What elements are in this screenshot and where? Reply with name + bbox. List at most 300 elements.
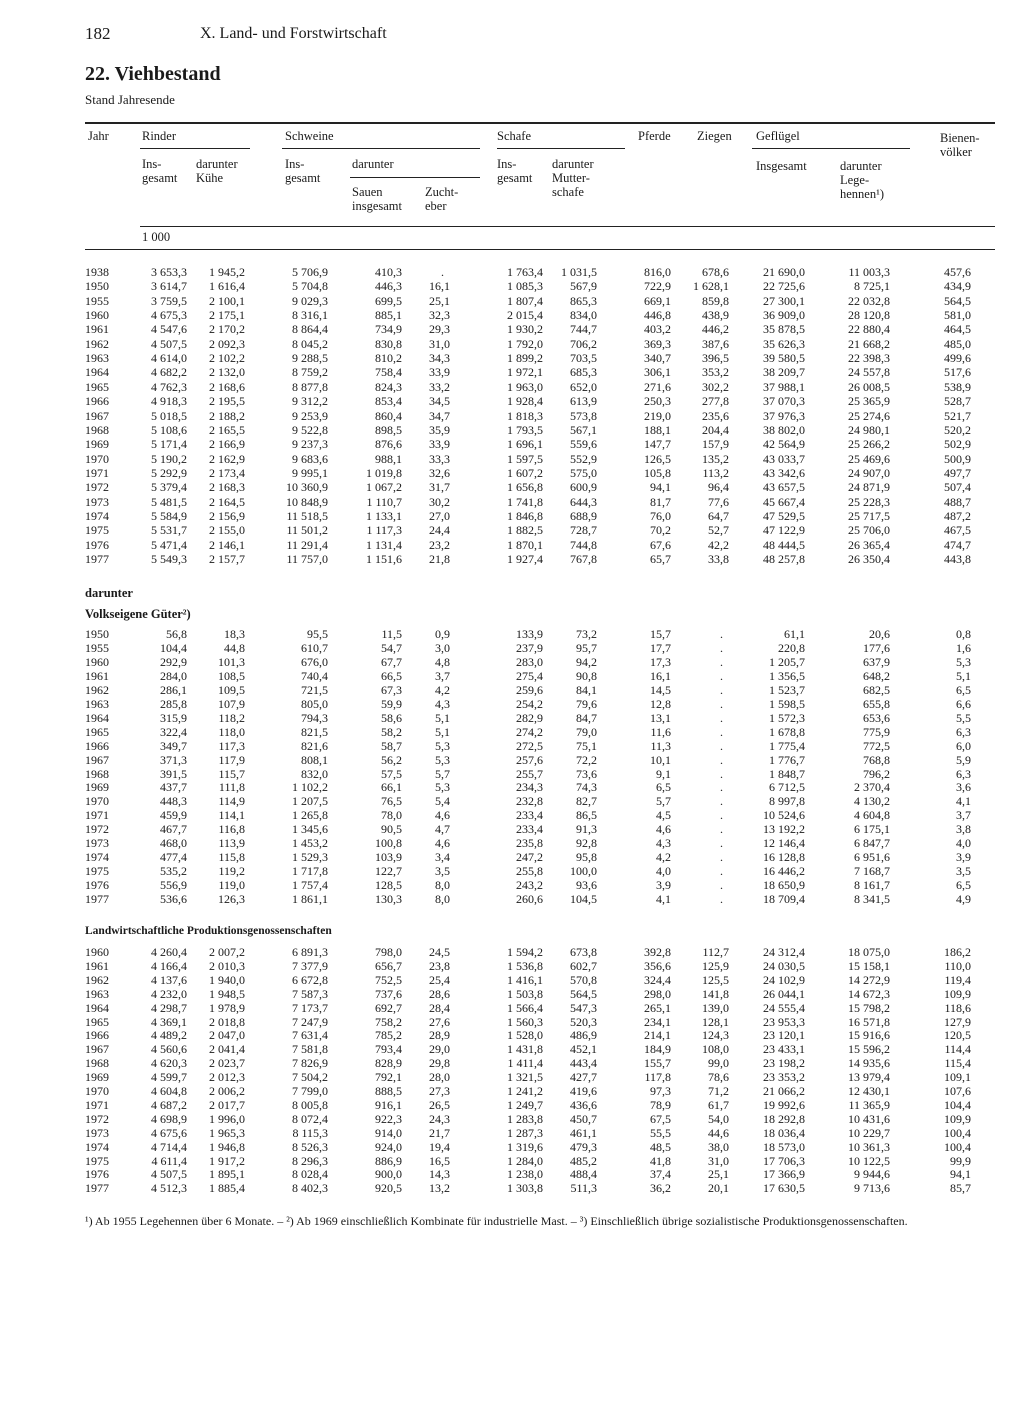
cell-schafe-insgesamt: 1 972,1 xyxy=(507,365,543,380)
cell-ziegen: 235,6 xyxy=(702,408,729,423)
cell-bienenvoelker: 5,3 xyxy=(956,654,971,669)
table-row xyxy=(0,739,1024,753)
table-title: 22. Viehbestand xyxy=(85,63,221,85)
cell-pferde: 4,3 xyxy=(656,836,671,851)
cell-kuehe: 2 100,1 xyxy=(209,293,245,308)
table-row xyxy=(0,409,1024,423)
header-schweine-insgesamt: gesamt xyxy=(285,171,321,185)
cell-pferde: 816,0 xyxy=(644,265,671,279)
cell-gefluegel-insgesamt: 18 292,8 xyxy=(763,1111,805,1126)
cell-kuehe: 2 023,7 xyxy=(209,1056,245,1071)
cell-sauen: 1 133,1 xyxy=(366,508,402,523)
cell-kuehe: 2 018,8 xyxy=(209,1014,245,1029)
table-row xyxy=(0,1154,1024,1168)
cell-sauen: 1 110,7 xyxy=(366,494,402,509)
cell-schafe-insgesamt: 1 503,8 xyxy=(507,986,543,1001)
cell-schweine-insgesamt: 9 522,8 xyxy=(292,422,328,437)
cell-schafe-insgesamt: 1 899,2 xyxy=(507,351,543,366)
cell-zuchteber: 26,5 xyxy=(429,1097,450,1112)
cell-bienenvoelker: 6,3 xyxy=(956,724,971,739)
cell-gefluegel-insgesamt: 1 523,7 xyxy=(769,682,805,697)
cell-year: 1970 xyxy=(85,794,109,809)
cell-rinder-insgesamt: 459,9 xyxy=(160,808,187,823)
cell-rinder-insgesamt: 5 549,3 xyxy=(151,552,187,566)
cell-rinder-insgesamt: 285,8 xyxy=(160,696,187,711)
cell-schafe-insgesamt: 272,5 xyxy=(516,738,543,753)
cell-year: 1961 xyxy=(85,322,109,337)
cell-legehennen: 11 003,3 xyxy=(848,265,890,279)
cell-mutterschafe: 547,3 xyxy=(570,1000,597,1015)
cell-bienenvoelker: 3,7 xyxy=(956,808,971,823)
cell-gefluegel-insgesamt: 24 555,4 xyxy=(763,1000,805,1015)
cell-legehennen: 25 717,5 xyxy=(848,508,890,523)
cell-bienenvoelker: 6,3 xyxy=(956,766,971,781)
table-row xyxy=(0,711,1024,725)
cell-bienenvoelker: 457,6 xyxy=(944,265,971,279)
cell-schafe-insgesamt: 1 241,2 xyxy=(507,1084,543,1098)
cell-gefluegel-insgesamt: 1 598,5 xyxy=(769,696,805,711)
cell-kuehe: 2 162,9 xyxy=(209,451,245,466)
cell-zuchteber: 16,5 xyxy=(429,1153,450,1168)
header-schweine-darunter: darunter xyxy=(352,157,394,171)
cell-gefluegel-insgesamt: 47 529,5 xyxy=(763,508,805,523)
header-legehennen: Lege- xyxy=(840,173,870,187)
header-legehennen: darunter xyxy=(840,159,882,173)
cell-gefluegel-insgesamt: 18 036,4 xyxy=(763,1125,805,1140)
page-number: 182 xyxy=(85,24,111,43)
cell-legehennen: 8 725,1 xyxy=(854,279,890,294)
cell-schafe-insgesamt: 1 416,1 xyxy=(507,972,543,987)
cell-schweine-insgesamt: 10 360,9 xyxy=(286,480,328,495)
cell-sauen: 1 131,4 xyxy=(366,537,402,552)
cell-mutterschafe: 95,8 xyxy=(576,850,597,865)
table-row xyxy=(0,697,1024,711)
cell-schafe-insgesamt: 2 015,4 xyxy=(507,308,543,323)
cell-mutterschafe: 613,9 xyxy=(570,394,597,409)
cell-schafe-insgesamt: 1 763,4 xyxy=(507,265,543,279)
cell-legehennen: 28 120,8 xyxy=(848,308,890,323)
cell-mutterschafe: 834,0 xyxy=(570,308,597,323)
cell-legehennen: 24 871,9 xyxy=(848,480,890,495)
cell-pferde: 67,5 xyxy=(650,1111,671,1126)
cell-ziegen: 141,8 xyxy=(702,986,729,1001)
cell-ziegen: 125,9 xyxy=(702,958,729,973)
cell-schafe-insgesamt: 1 249,7 xyxy=(507,1097,543,1112)
cell-mutterschafe: 644,3 xyxy=(570,494,597,509)
header-bienenvoelker: völker xyxy=(940,145,972,159)
table-row xyxy=(0,1070,1024,1084)
cell-rinder-insgesamt: 391,5 xyxy=(160,766,187,781)
cell-mutterschafe: 673,8 xyxy=(570,945,597,959)
table-row xyxy=(0,1126,1024,1140)
cell-schafe-insgesamt: 1 741,8 xyxy=(507,494,543,509)
cell-zuchteber: 33,2 xyxy=(429,379,450,394)
cell-rinder-insgesamt: 536,6 xyxy=(160,892,187,907)
cell-ziegen: 42,2 xyxy=(708,537,729,552)
cell-gefluegel-insgesamt: 36 909,0 xyxy=(763,308,805,323)
header-gefluegel: Geflügel xyxy=(756,129,800,143)
cell-year: 1970 xyxy=(85,1084,109,1098)
cell-zuchteber: 28,6 xyxy=(429,986,450,1001)
header-bottom-rule xyxy=(140,226,995,227)
cell-year: 1963 xyxy=(85,696,109,711)
cell-rinder-insgesamt: 4 762,3 xyxy=(151,379,187,394)
cell-bienenvoelker: 127,9 xyxy=(944,1014,971,1029)
cell-year: 1975 xyxy=(85,523,109,538)
cell-gefluegel-insgesamt: 18 573,0 xyxy=(763,1139,805,1154)
cell-pferde: 298,0 xyxy=(644,986,671,1001)
cell-ziegen: 113,2 xyxy=(702,465,729,480)
table-row xyxy=(0,641,1024,655)
cell-mutterschafe: 573,8 xyxy=(570,408,597,423)
cell-schweine-insgesamt: 7 581,8 xyxy=(292,1042,328,1057)
cell-legehennen: 4 130,2 xyxy=(854,794,890,809)
header-kuehe: darunter xyxy=(196,157,238,171)
cell-year: 1972 xyxy=(85,822,109,837)
cell-kuehe: 1 948,5 xyxy=(209,986,245,1001)
cell-schafe-insgesamt: 1 882,5 xyxy=(507,523,543,538)
cell-year: 1960 xyxy=(85,654,109,669)
cell-zuchteber: 24,5 xyxy=(429,945,450,959)
cell-pferde: 97,3 xyxy=(650,1084,671,1098)
cell-zuchteber: 31,7 xyxy=(429,480,450,495)
cell-ziegen: 25,1 xyxy=(708,1167,729,1182)
cell-legehennen: 14 272,9 xyxy=(848,972,890,987)
table-row xyxy=(0,265,1024,279)
cell-bienenvoelker: 99,9 xyxy=(950,1153,971,1168)
cell-sauen: 830,8 xyxy=(375,336,402,351)
cell-zuchteber: . xyxy=(441,265,444,279)
cell-sauen: 128,5 xyxy=(375,878,402,893)
cell-zuchteber: 4,6 xyxy=(435,808,450,823)
cell-pferde: 4,0 xyxy=(656,864,671,879)
cell-gefluegel-insgesamt: 37 976,3 xyxy=(763,408,805,423)
cell-schweine-insgesamt: 7 799,0 xyxy=(292,1084,328,1098)
cell-kuehe: 2 010,3 xyxy=(209,958,245,973)
cell-mutterschafe: 703,5 xyxy=(570,351,597,366)
cell-legehennen: 655,8 xyxy=(863,696,890,711)
cell-schweine-insgesamt: 8 028,4 xyxy=(292,1167,328,1182)
table-row xyxy=(0,552,1024,566)
chapter-title: X. Land- und Forstwirtschaft xyxy=(200,25,387,42)
cell-schweine-insgesamt: 11 757,0 xyxy=(286,552,328,566)
cell-bienenvoelker: 464,5 xyxy=(944,322,971,337)
cell-zuchteber: 24,3 xyxy=(429,1111,450,1126)
cell-schweine-insgesamt: 8 402,3 xyxy=(292,1181,328,1196)
cell-sauen: 66,1 xyxy=(381,780,402,795)
cell-ziegen: 353,2 xyxy=(702,365,729,380)
cell-schweine-insgesamt: 832,0 xyxy=(301,766,328,781)
cell-schafe-insgesamt: 254,2 xyxy=(516,696,543,711)
cell-bienenvoelker: 564,5 xyxy=(944,293,971,308)
cell-zuchteber: 28,0 xyxy=(429,1070,450,1085)
cell-gefluegel-insgesamt: 23 120,1 xyxy=(763,1028,805,1043)
cell-schweine-insgesamt: 95,5 xyxy=(307,627,328,641)
cell-year: 1971 xyxy=(85,808,109,823)
cell-gefluegel-insgesamt: 45 667,4 xyxy=(763,494,805,509)
header-sub-rule xyxy=(752,148,910,149)
cell-zuchteber: 13,2 xyxy=(429,1181,450,1196)
cell-pferde: 15,7 xyxy=(650,627,671,641)
cell-sauen: 853,4 xyxy=(375,394,402,409)
table-row xyxy=(0,822,1024,836)
cell-bienenvoelker: 474,7 xyxy=(944,537,971,552)
cell-ziegen: 396,5 xyxy=(702,351,729,366)
cell-gefluegel-insgesamt: 1 572,3 xyxy=(769,710,805,725)
cell-legehennen: 8 161,7 xyxy=(854,878,890,893)
cell-ziegen: . xyxy=(720,766,723,781)
cell-legehennen: 653,6 xyxy=(863,710,890,725)
cell-schafe-insgesamt: 1 792,0 xyxy=(507,336,543,351)
cell-zuchteber: 33,3 xyxy=(429,451,450,466)
cell-gefluegel-insgesamt: 1 775,4 xyxy=(769,738,805,753)
cell-kuehe: 1 946,8 xyxy=(209,1139,245,1154)
cell-rinder-insgesamt: 4 698,9 xyxy=(151,1111,187,1126)
cell-schafe-insgesamt: 1 793,5 xyxy=(507,422,543,437)
cell-kuehe: 116,8 xyxy=(218,822,245,837)
cell-zuchteber: 3,5 xyxy=(435,864,450,879)
cell-mutterschafe: 552,9 xyxy=(570,451,597,466)
cell-sauen: 78,0 xyxy=(381,808,402,823)
header-mutterschafe: Mutter- xyxy=(552,171,590,185)
cell-year: 1968 xyxy=(85,1056,109,1071)
cell-ziegen: 54,0 xyxy=(708,1111,729,1126)
cell-rinder-insgesamt: 4 369,1 xyxy=(151,1014,187,1029)
cell-mutterschafe: 865,3 xyxy=(570,293,597,308)
cell-rinder-insgesamt: 5 292,9 xyxy=(151,465,187,480)
cell-bienenvoelker: 109,1 xyxy=(944,1070,971,1085)
cell-legehennen: 26 350,4 xyxy=(848,552,890,566)
cell-kuehe: 2 168,6 xyxy=(209,379,245,394)
cell-sauen: 752,5 xyxy=(375,972,402,987)
cell-schafe-insgesamt: 1 597,5 xyxy=(507,451,543,466)
cell-rinder-insgesamt: 4 260,4 xyxy=(151,945,187,959)
cell-legehennen: 20,6 xyxy=(869,627,890,641)
cell-legehennen: 25 274,6 xyxy=(848,408,890,423)
cell-schweine-insgesamt: 5 706,9 xyxy=(292,265,328,279)
cell-rinder-insgesamt: 5 471,4 xyxy=(151,537,187,552)
cell-year: 1963 xyxy=(85,351,109,366)
cell-gefluegel-insgesamt: 12 146,4 xyxy=(763,836,805,851)
cell-rinder-insgesamt: 4 620,3 xyxy=(151,1056,187,1071)
cell-sauen: 860,4 xyxy=(375,408,402,423)
cell-year: 1974 xyxy=(85,850,109,865)
cell-ziegen: 438,9 xyxy=(702,308,729,323)
cell-year: 1977 xyxy=(85,1181,109,1196)
cell-schafe-insgesamt: 255,7 xyxy=(516,766,543,781)
cell-sauen: 792,1 xyxy=(375,1070,402,1085)
cell-sauen: 58,6 xyxy=(381,710,402,725)
cell-rinder-insgesamt: 4 611,4 xyxy=(151,1153,187,1168)
table-row xyxy=(0,308,1024,322)
header-schafe-insgesamt: gesamt xyxy=(497,171,533,185)
cell-sauen: 67,7 xyxy=(381,654,402,669)
cell-rinder-insgesamt: 4 714,4 xyxy=(151,1139,187,1154)
cell-mutterschafe: 90,8 xyxy=(576,668,597,683)
cell-zuchteber: 23,8 xyxy=(429,958,450,973)
cell-schafe-insgesamt: 1 287,3 xyxy=(507,1125,543,1140)
cell-kuehe: 2 156,9 xyxy=(209,508,245,523)
cell-rinder-insgesamt: 5 171,4 xyxy=(151,437,187,452)
table-row xyxy=(0,337,1024,351)
cell-rinder-insgesamt: 3 653,3 xyxy=(151,265,187,279)
cell-pferde: 70,2 xyxy=(650,523,671,538)
cell-legehennen: 25 706,0 xyxy=(848,523,890,538)
cell-legehennen: 18 075,0 xyxy=(848,945,890,959)
cell-bienenvoelker: 3,6 xyxy=(956,780,971,795)
cell-sauen: 100,8 xyxy=(375,836,402,851)
cell-legehennen: 6 951,6 xyxy=(854,850,890,865)
cell-sauen: 410,3 xyxy=(375,265,402,279)
cell-schweine-insgesamt: 9 312,2 xyxy=(292,394,328,409)
cell-pferde: 81,7 xyxy=(650,494,671,509)
cell-bienenvoelker: 507,4 xyxy=(944,480,971,495)
cell-sauen: 900,0 xyxy=(375,1167,402,1182)
cell-rinder-insgesamt: 4 675,6 xyxy=(151,1125,187,1140)
header-sauen: Sauen xyxy=(352,185,383,199)
cell-rinder-insgesamt: 4 137,6 xyxy=(151,972,187,987)
header-bienenvoelker: Bienen- xyxy=(940,131,980,145)
cell-rinder-insgesamt: 4 507,5 xyxy=(151,336,187,351)
cell-sauen: 66,5 xyxy=(381,668,402,683)
cell-bienenvoelker: 0,8 xyxy=(956,627,971,641)
cell-schweine-insgesamt: 9 237,3 xyxy=(292,437,328,452)
cell-zuchteber: 4,8 xyxy=(435,654,450,669)
cell-ziegen: 77,6 xyxy=(708,494,729,509)
cell-kuehe: 2 146,1 xyxy=(209,537,245,552)
cell-year: 1975 xyxy=(85,1153,109,1168)
cell-pferde: 9,1 xyxy=(656,766,671,781)
cell-schafe-insgesamt: 133,9 xyxy=(516,627,543,641)
cell-zuchteber: 5,3 xyxy=(435,738,450,753)
cell-rinder-insgesamt: 4 489,2 xyxy=(151,1028,187,1043)
cell-kuehe: 2 173,4 xyxy=(209,465,245,480)
cell-sauen: 914,0 xyxy=(375,1125,402,1140)
cell-pferde: 36,2 xyxy=(650,1181,671,1196)
cell-schafe-insgesamt: 1 656,8 xyxy=(507,480,543,495)
table-row xyxy=(0,380,1024,394)
cell-pferde: 306,1 xyxy=(644,365,671,380)
table-row xyxy=(0,753,1024,767)
cell-gefluegel-insgesamt: 17 366,9 xyxy=(763,1167,805,1182)
cell-schafe-insgesamt: 1 696,1 xyxy=(507,437,543,452)
cell-mutterschafe: 728,7 xyxy=(570,523,597,538)
cell-legehennen: 4 604,8 xyxy=(854,808,890,823)
cell-rinder-insgesamt: 286,1 xyxy=(160,682,187,697)
table-row xyxy=(0,509,1024,523)
cell-schweine-insgesamt: 1 207,5 xyxy=(292,794,328,809)
cell-sauen: 737,6 xyxy=(375,986,402,1001)
cell-schweine-insgesamt: 7 247,9 xyxy=(292,1014,328,1029)
cell-pferde: 265,1 xyxy=(644,1000,671,1015)
table-row xyxy=(0,627,1024,641)
cell-bienenvoelker: 4,1 xyxy=(956,794,971,809)
cell-sauen: 876,6 xyxy=(375,437,402,452)
cell-schafe-insgesamt: 1 927,4 xyxy=(507,552,543,566)
cell-schweine-insgesamt: 7 377,9 xyxy=(292,958,328,973)
cell-bienenvoelker: 487,2 xyxy=(944,508,971,523)
cell-ziegen: 302,2 xyxy=(702,379,729,394)
cell-year: 1969 xyxy=(85,1070,109,1085)
cell-schafe-insgesamt: 232,8 xyxy=(516,794,543,809)
cell-year: 1970 xyxy=(85,451,109,466)
cell-zuchteber: 29,0 xyxy=(429,1042,450,1057)
cell-year: 1967 xyxy=(85,1042,109,1057)
cell-year: 1961 xyxy=(85,668,109,683)
cell-schweine-insgesamt: 610,7 xyxy=(301,640,328,655)
cell-gefluegel-insgesamt: 23 433,1 xyxy=(763,1042,805,1057)
cell-legehennen: 25 228,3 xyxy=(848,494,890,509)
cell-sauen: 1 117,3 xyxy=(366,523,402,538)
cell-gefluegel-insgesamt: 18 709,4 xyxy=(763,892,805,907)
table-row xyxy=(0,767,1024,781)
table-row xyxy=(0,294,1024,308)
cell-gefluegel-insgesamt: 8 997,8 xyxy=(769,794,805,809)
table-row xyxy=(0,655,1024,669)
cell-sauen: 758,2 xyxy=(375,1014,402,1029)
cell-legehennen: 14 672,3 xyxy=(848,986,890,1001)
cell-bienenvoelker: 467,5 xyxy=(944,523,971,538)
cell-sauen: 76,5 xyxy=(381,794,402,809)
cell-sauen: 57,5 xyxy=(381,766,402,781)
cell-kuehe: 1 996,0 xyxy=(209,1111,245,1126)
cell-rinder-insgesamt: 315,9 xyxy=(160,710,187,725)
table-row xyxy=(0,850,1024,864)
cell-bienenvoelker: 6,5 xyxy=(956,878,971,893)
cell-kuehe: 115,8 xyxy=(218,850,245,865)
cell-sauen: 886,9 xyxy=(375,1153,402,1168)
cell-gefluegel-insgesamt: 19 992,6 xyxy=(763,1097,805,1112)
cell-legehennen: 26 365,4 xyxy=(848,537,890,552)
cell-gefluegel-insgesamt: 23 198,2 xyxy=(763,1056,805,1071)
cell-ziegen: . xyxy=(720,780,723,795)
table-row xyxy=(0,1042,1024,1056)
cell-rinder-insgesamt: 4 298,7 xyxy=(151,1000,187,1015)
cell-pferde: 369,3 xyxy=(644,336,671,351)
cell-legehennen: 22 880,4 xyxy=(848,322,890,337)
cell-schweine-insgesamt: 11 291,4 xyxy=(286,537,328,552)
cell-zuchteber: 5,1 xyxy=(435,710,450,725)
cell-ziegen: 52,7 xyxy=(708,523,729,538)
cell-bienenvoelker: 5,5 xyxy=(956,710,971,725)
cell-zuchteber: 34,3 xyxy=(429,351,450,366)
cell-pferde: 65,7 xyxy=(650,552,671,566)
cell-mutterschafe: 1 031,5 xyxy=(561,265,597,279)
cell-sauen: 90,5 xyxy=(381,822,402,837)
table-row xyxy=(0,466,1024,480)
cell-legehennen: 7 168,7 xyxy=(854,864,890,879)
cell-pferde: 13,1 xyxy=(650,710,671,725)
cell-mutterschafe: 74,3 xyxy=(576,780,597,795)
cell-zuchteber: 8,0 xyxy=(435,878,450,893)
header-top-rule xyxy=(85,122,995,124)
table-row xyxy=(0,973,1024,987)
cell-bienenvoelker: 3,8 xyxy=(956,822,971,837)
cell-ziegen: 135,2 xyxy=(702,451,729,466)
cell-mutterschafe: 73,6 xyxy=(576,766,597,781)
cell-year: 1969 xyxy=(85,780,109,795)
cell-schafe-insgesamt: 1 963,0 xyxy=(507,379,543,394)
table-row xyxy=(0,394,1024,408)
cell-rinder-insgesamt: 467,7 xyxy=(160,822,187,837)
cell-gefluegel-insgesamt: 24 102,9 xyxy=(763,972,805,987)
cell-year: 1964 xyxy=(85,365,109,380)
cell-zuchteber: 0,9 xyxy=(435,627,450,641)
header-sauen: insgesamt xyxy=(352,199,402,213)
cell-year: 1975 xyxy=(85,864,109,879)
cell-year: 1976 xyxy=(85,1167,109,1182)
cell-pferde: 446,8 xyxy=(644,308,671,323)
